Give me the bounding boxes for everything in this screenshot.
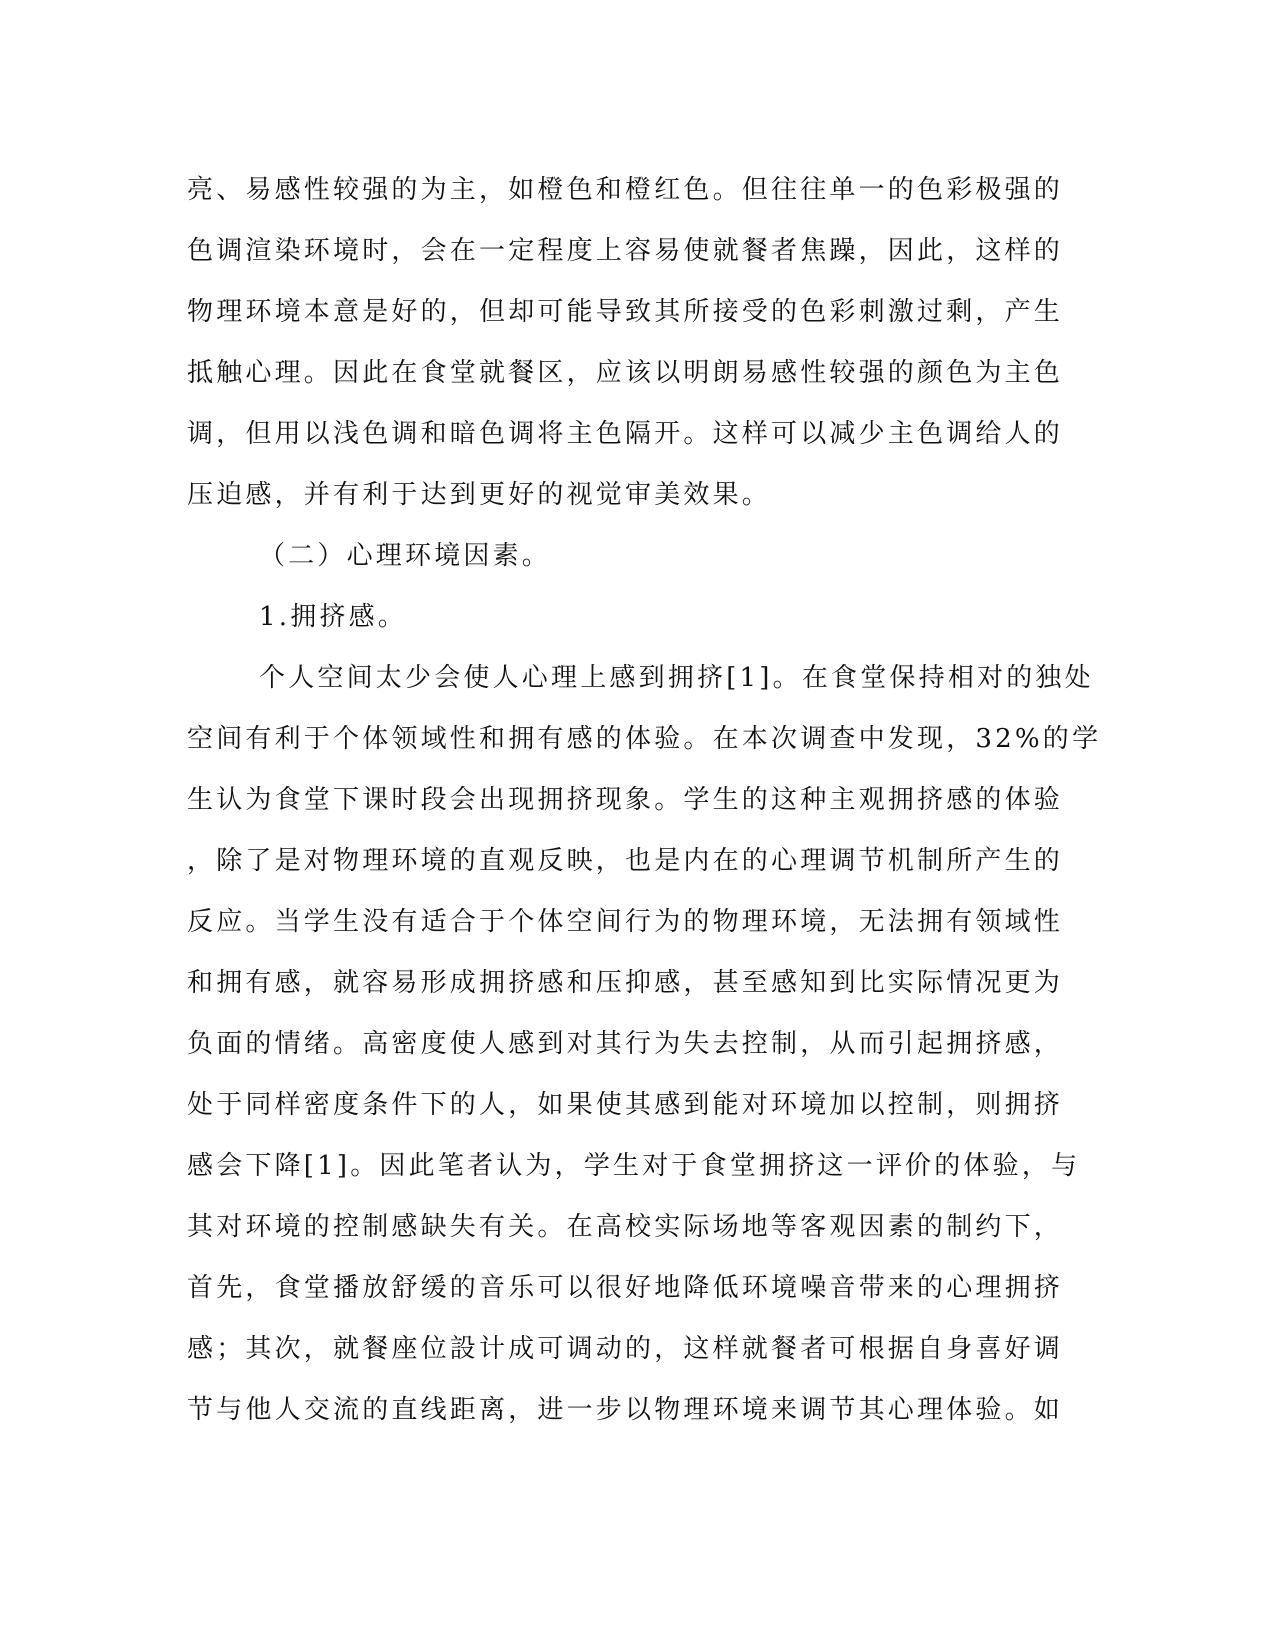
text-line: 其对环境的控制感缺失有关。在高校实际场地等客观因素的制约下， <box>187 1212 1064 1242</box>
text-line: 个人空间太少会使人心理上感到拥挤[1]。在食堂保持相对的独处 <box>259 663 1094 693</box>
text-line: 生认为食堂下课时段会出现拥挤现象。学生的这种主观拥挤感的体验 <box>187 785 1064 815</box>
text-line: 调，但用以浅色调和暗色调将主色隔开。这样可以减少主色调给人的 <box>187 419 1064 449</box>
text-line: 压迫感，并有利于达到更好的视觉审美效果。 <box>187 480 772 510</box>
text-line: 感；其次，就餐座位設计成可调动的，这样就餐者可根据自身喜好调 <box>187 1334 1064 1364</box>
section-heading: （二）心理环境因素。 <box>259 541 552 571</box>
text-line: ，除了是对物理环境的直观反映，也是内在的心理调节机制所产生的 <box>187 846 1064 876</box>
text-line: 处于同样密度条件下的人，如果使其感到能对环境加以控制，则拥挤 <box>187 1090 1064 1120</box>
text-line: 首先，食堂播放舒缓的音乐可以很好地降低环境噪音带来的心理拥挤 <box>187 1273 1064 1303</box>
text-line: 亮、易感性较强的为主，如橙色和橙红色。但往往单一的色彩极强的 <box>187 175 1064 205</box>
text-line: 负面的情绪。高密度使人感到对其行为失去控制，从而引起拥挤感， <box>187 1029 1064 1059</box>
text-line: 抵触心理。因此在食堂就餐区，应该以明朗易感性较强的颜色为主色 <box>187 358 1064 388</box>
text-line: 空间有利于个体领域性和拥有感的体验。在本次调查中发现，32%的学 <box>187 724 1102 754</box>
text-line: 节与他人交流的直线距离，进一步以物理环境来调节其心理体验。如 <box>187 1395 1064 1425</box>
text-line: 和拥有感，就容易形成拥挤感和压抑感，甚至感知到比实际情况更为 <box>187 968 1064 998</box>
text-line: 感会下降[1]。因此笔者认为，学生对于食堂拥挤这一评价的体验，与 <box>187 1151 1081 1181</box>
text-line: 反应。当学生没有适合于个体空间行为的物理环境，无法拥有领域性 <box>187 907 1064 937</box>
text-line: 物理环境本意是好的，但却可能导致其所接受的色彩刺激过剩，产生 <box>187 297 1064 327</box>
body-text <box>187 160 1102 1441</box>
text-line: 色调渲染环境时，会在一定程度上容易使就餐者焦躁，因此，这样的 <box>187 236 1064 266</box>
subsection-heading: 1.拥挤感。 <box>259 602 408 632</box>
